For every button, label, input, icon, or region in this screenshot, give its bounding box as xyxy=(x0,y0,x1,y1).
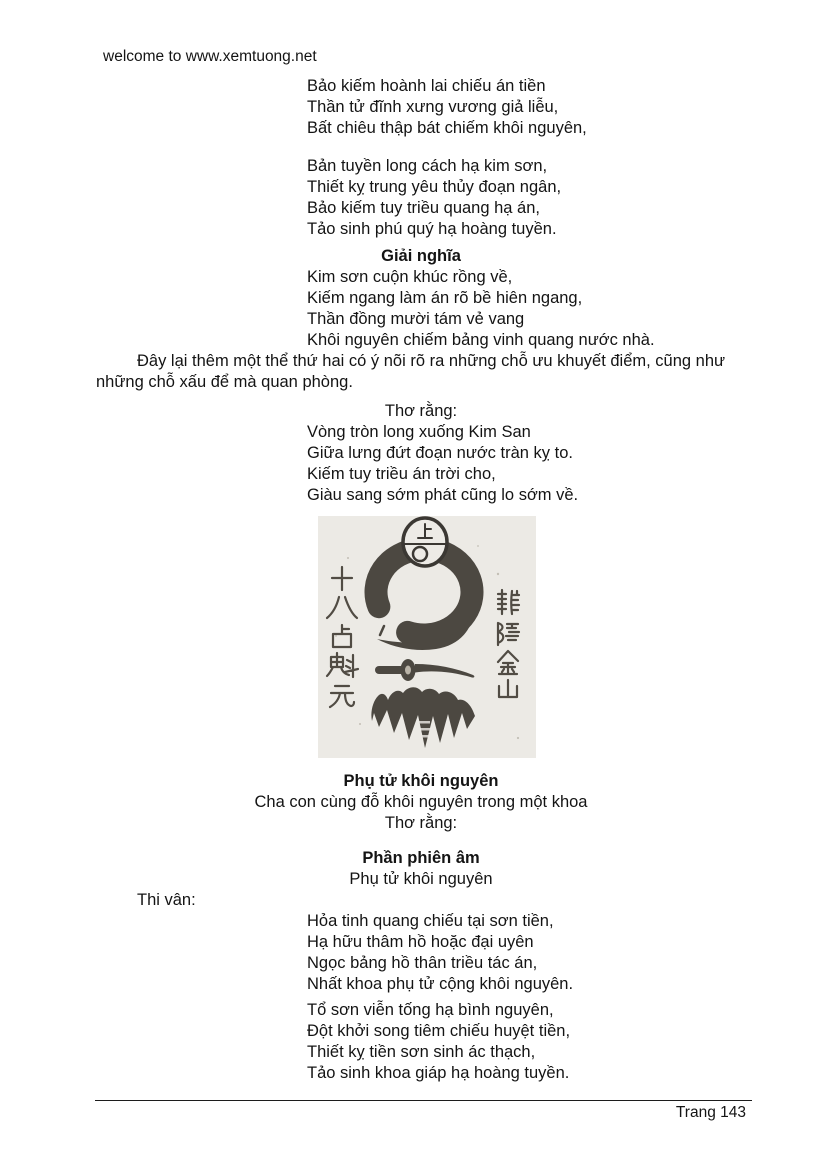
page-footer xyxy=(95,1100,752,1122)
verse-line: Kiếm tuy triều án trời cho, xyxy=(307,465,496,483)
section-heading-giai-nghia: Giải nghĩa xyxy=(381,247,461,265)
dragon-hidden-gold-mountain-figure xyxy=(318,516,536,758)
verse-line: Giàu sang sớm phát cũng lo sớm về. xyxy=(307,486,579,504)
commentary-paragraph xyxy=(96,351,746,393)
verse-line: Thiết kỵ tiền sơn sinh ác thạch, xyxy=(307,1043,536,1061)
tho-rang-label-1: Thơ rằng: xyxy=(384,402,458,420)
verse-line: Hạ hữu thâm hồ hoặc đại uyên xyxy=(307,933,534,951)
phien-am-stanza2 xyxy=(307,1000,746,1084)
verse-line: Tảo sinh khoa giáp hạ hoàng tuyền. xyxy=(307,1064,570,1082)
tho-rang-stanza-1 xyxy=(307,422,746,506)
verse-line: Thiết kỵ trung yêu thủy đoạn ngân, xyxy=(307,178,562,196)
paragraph-line: Đây lại thêm một thể thứ hai có ý nõi rõ ra những chỗ ưu khuyết điểm, cũng như xyxy=(137,352,726,370)
verse-line: Ngọc bảng hồ thân triều tác án, xyxy=(307,954,538,972)
verse-line: Hỏa tinh quang chiếu tại sơn tiền, xyxy=(307,912,554,930)
phien-am-stanza1 xyxy=(307,911,746,995)
verse-line: Giữa lưng đứt đoạn nước tràn kỵ to. xyxy=(307,444,573,462)
phu-tu-subtitle: Cha con cùng đỗ khôi nguyên trong một khoa xyxy=(254,793,588,811)
verse-line: Tổ sơn viễn tống hạ bình nguyên, xyxy=(307,1001,554,1019)
seal-circle xyxy=(403,518,447,566)
verse-line: Bảo kiếm tuy triều quang hạ án, xyxy=(307,199,540,217)
verse-line: Kiếm ngang làm án rõ bề hiên ngang, xyxy=(307,289,583,307)
verse-line: Khôi nguyên chiếm bảng vinh quang nước nhà. xyxy=(307,331,655,349)
verse-line: Bất chiêu thập bát chiếm khôi nguyên, xyxy=(307,119,587,137)
section-heading-phan-phien-am: Phần phiên âm xyxy=(362,849,480,867)
verse-line: Bảo kiếm hoành lai chiếu án tiền xyxy=(307,77,546,95)
verse-line: Nhất khoa phụ tử cộng khôi nguyên. xyxy=(307,975,574,993)
verse-line: Kim sơn cuộn khúc rồng về, xyxy=(307,268,513,286)
verse-line: Bản tuyền long cách hạ kim sơn, xyxy=(307,157,548,175)
thi-van-label: Thi vân: xyxy=(137,891,196,909)
page-number-label: Trang 143 xyxy=(675,1104,746,1121)
giai-nghia-stanza xyxy=(307,267,746,351)
verse-line: Thần đồng mười tám vẻ vang xyxy=(307,310,525,328)
verse-line: Vòng tròn long xuống Kim San xyxy=(307,423,531,441)
section-heading-phu-tu-khoi-nguyen: Phụ tử khôi nguyên xyxy=(343,772,499,790)
verse-line: Đột khởi song tiêm chiếu huyệt tiền, xyxy=(307,1022,571,1040)
verse-line: Tảo sinh phú quý hạ hoàng tuyền. xyxy=(307,220,557,238)
scanned-figure xyxy=(318,516,536,758)
site-welcome-text: welcome to www.xemtuong.net xyxy=(103,48,317,65)
poem1-stanza2 xyxy=(307,156,746,240)
mountain-ladder-texture xyxy=(419,721,430,738)
verse-line: Thần tử đĩnh xưng vương giả liễu, xyxy=(307,98,559,116)
poem1-stanza1 xyxy=(307,76,746,139)
phien-am-subheading: Phụ tử khôi nguyên xyxy=(349,870,493,888)
paragraph-line: những chỗ xấu để mà quan phòng. xyxy=(96,373,353,391)
tho-rang-label-2: Thơ rằng: xyxy=(384,814,458,832)
